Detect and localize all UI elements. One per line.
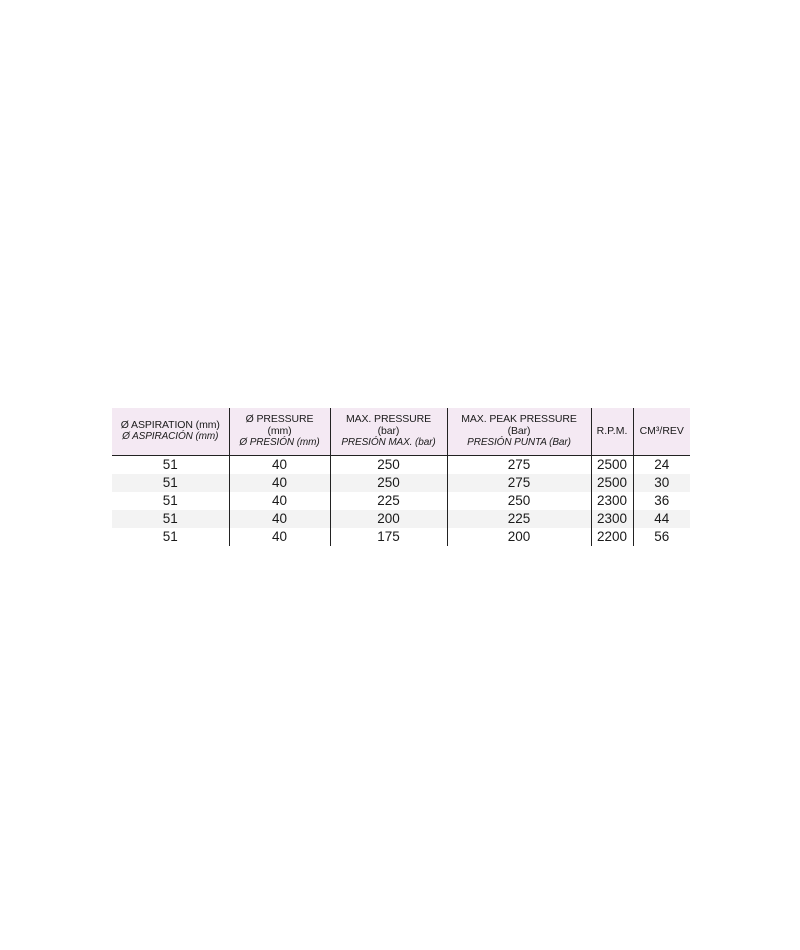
header-max-peak-pressure [447,408,591,456]
cell-max-pressure: 225 [330,492,447,510]
cell-max-peak-pressure: 275 [447,474,591,492]
cell-rpm: 2300 [591,492,633,510]
header-pressure-diameter-en: Ø PRESSURE (mm) [245,412,314,437]
header-max-peak-pressure-en: MAX. PEAK PRESSURE (Bar) [461,412,577,437]
pump-specifications-table [112,408,690,546]
cell-cm3-rev: 24 [654,457,670,472]
table-row [112,474,690,492]
header-rpm-label: R.P.M. [596,425,628,437]
cell-pressure-diameter: 40 [229,528,330,546]
cell-max-peak-pressure: 200 [447,528,591,546]
header-aspiration-en: Ø ASPIRATION (mm) [120,418,220,431]
cell-rpm: 2200 [591,528,633,546]
header-max-pressure-en: MAX. PRESSURE (bar) [345,412,432,437]
header-cm3-rev [633,408,690,456]
header-aspiration [112,408,229,456]
header-aspiration-es: Ø ASPIRACIÓN (mm) [122,430,219,442]
cell-max-pressure: 175 [330,528,447,546]
cell-rpm: 2300 [591,510,633,528]
cell-cm3-rev: 44 [633,510,690,528]
cell-pressure-diameter: 40 [229,456,330,475]
table-row [112,528,690,546]
cell-max-pressure: 250 [330,474,447,492]
header-cm3-rev-label: CM³/REV [639,425,684,437]
cell-pressure-diameter: 40 [229,474,330,492]
header-rpm [591,408,633,456]
table-row [112,456,690,475]
cell-pressure-diameter: 40 [229,492,330,510]
cell-aspiration: 51 [112,528,229,546]
cell-aspiration: 51 [112,510,229,528]
cell-cm3-rev: 56 [654,529,670,544]
cell-max-pressure: 250 [330,456,447,475]
header-max-peak-pressure-es: PRESIÓN PUNTA (Bar) [467,436,571,448]
cell-pressure-diameter: 40 [229,510,330,528]
header-max-pressure [330,408,447,456]
cell-max-pressure: 200 [330,510,447,528]
header-max-pressure-es: PRESIÓN MAX. (bar) [341,436,436,448]
table-row [112,510,690,528]
cell-rpm: 2500 [591,456,633,475]
header-pressure-diameter [229,408,330,456]
cell-max-peak-pressure: 225 [447,510,591,528]
cell-max-peak-pressure: 250 [447,492,591,510]
cell-aspiration: 51 [112,456,229,475]
header-pressure-diameter-es: Ø PRESIÓN (mm) [239,436,320,448]
table-header-row [112,408,690,456]
cell-cm3-rev: 30 [633,474,690,492]
cell-max-peak-pressure: 275 [447,456,591,475]
cell-aspiration: 51 [112,474,229,492]
cell-aspiration: 51 [112,492,229,510]
table-row [112,492,690,510]
cell-cm3-rev: 36 [654,493,670,508]
cell-rpm: 2500 [591,474,633,492]
